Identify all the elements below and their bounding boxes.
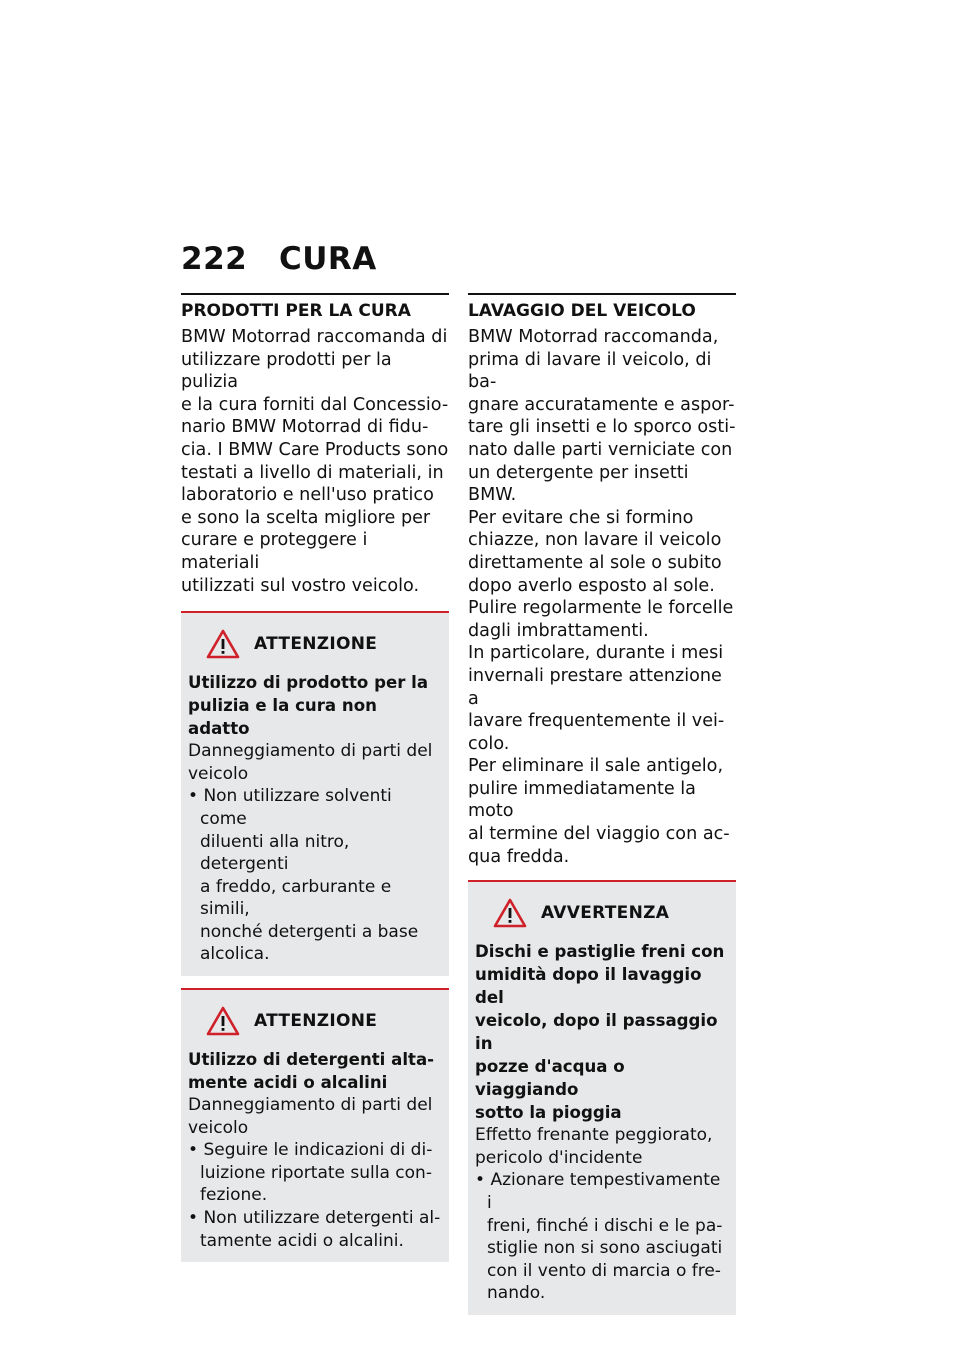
warning-triangle-icon: [493, 898, 527, 928]
right-column: [468, 293, 736, 1315]
warning-risk: Danneggiamento di parti del veicolo: [188, 741, 433, 784]
warning-heading: [188, 629, 441, 659]
warning-measures: [188, 785, 441, 966]
warning-subject: Utilizzo di detergenti alta- mente acidi o alcalini: [188, 1050, 435, 1093]
warning-subject: Utilizzo di prodotto per la pulizia e la cura non adatto: [188, 673, 429, 739]
warning-measure-item: • Non utilizzare solventi come diluenti alla nitro, detergenti a freddo, carburante e simili, nonché detergenti a base alcolica.: [188, 785, 441, 966]
warning-measures: [188, 1139, 441, 1252]
warning-triangle-icon: [206, 1006, 240, 1036]
warning-subject: Dischi e pastiglie freni con umidità dopo il lavaggio del veicolo, dopo il passaggio in pozze d'acqua o viaggiando sotto la pioggia: [475, 942, 725, 1123]
warning-risk: Effetto frenante peggiorato, pericolo d'incidente: [475, 1125, 713, 1168]
warning-box-2: [181, 988, 449, 1262]
page-number: 222: [181, 241, 248, 277]
section-title-vehicle-washing: LAVAGGIO DEL VEICOLO: [468, 293, 736, 322]
washing-paragraph: In particolare, durante i mesi invernali prestare attenzione a lavare frequentemente il vei- colo.: [468, 643, 725, 754]
warning-label: ATTENZIONE: [254, 634, 378, 655]
warning-measure-item: • Non utilizzare detergenti al- tamente acidi o alcalini.: [188, 1207, 441, 1252]
washing-paragraph: Per eliminare il sale antigelo, pulire immediatamente la moto al termine del viaggio con ac- qua fredda.: [468, 756, 730, 867]
warning-heading: [188, 1006, 441, 1036]
left-column: [181, 293, 449, 1262]
warning-label: ATTENZIONE: [254, 1011, 378, 1032]
warning-risk: Danneggiamento di parti del veicolo: [188, 1095, 433, 1138]
care-products-paragraph: BMW Motorrad raccomanda di utilizzare prodotti per la pulizia e la cura forniti dal Concessio- nario BMW Motorrad di fidu- cia. I BMW Care Products sono testati a livello di materiali, in laboratorio e nell'uso pratico e sono la scelta migliore per curare e proteggere i materiali utilizzati sul vostro veicolo.: [181, 327, 449, 596]
warning-measure-item: • Azionare tempestivamente i freni, finché i dischi e le pa- stiglie non si sono asciugati con il vento di marcia o fre- nando.: [475, 1169, 728, 1305]
warning-heading: [475, 898, 728, 928]
washing-paragraph: Per evitare che si formino chiazze, non lavare il veicolo direttamente al sole o subito dopo averlo esposto al sole.: [468, 507, 722, 596]
warning-triangle-icon: [206, 629, 240, 659]
washing-paragraph: Pulire regolarmente le forcelle dagli imbrattamenti.: [468, 598, 734, 641]
warning-box-1: [181, 611, 449, 976]
section-title-care-products: PRODOTTI PER LA CURA: [181, 293, 449, 322]
washing-paragraph: BMW Motorrad raccomanda, prima di lavare il veicolo, di ba- gnare accuratamente e aspor- tare gli insetti e lo sporco osti- nato dalle parti verniciate con un detergente per insetti BMW.: [468, 327, 736, 506]
warning-measure-item: • Seguire le indicazioni di di- luizione riportate sulla con- fezione.: [188, 1139, 441, 1207]
chapter-title: CURA: [279, 241, 377, 277]
warning-box-3: [468, 880, 736, 1315]
page-header: [181, 241, 377, 277]
warning-label: AVVERTENZA: [541, 903, 670, 924]
warning-measures: [475, 1169, 728, 1305]
